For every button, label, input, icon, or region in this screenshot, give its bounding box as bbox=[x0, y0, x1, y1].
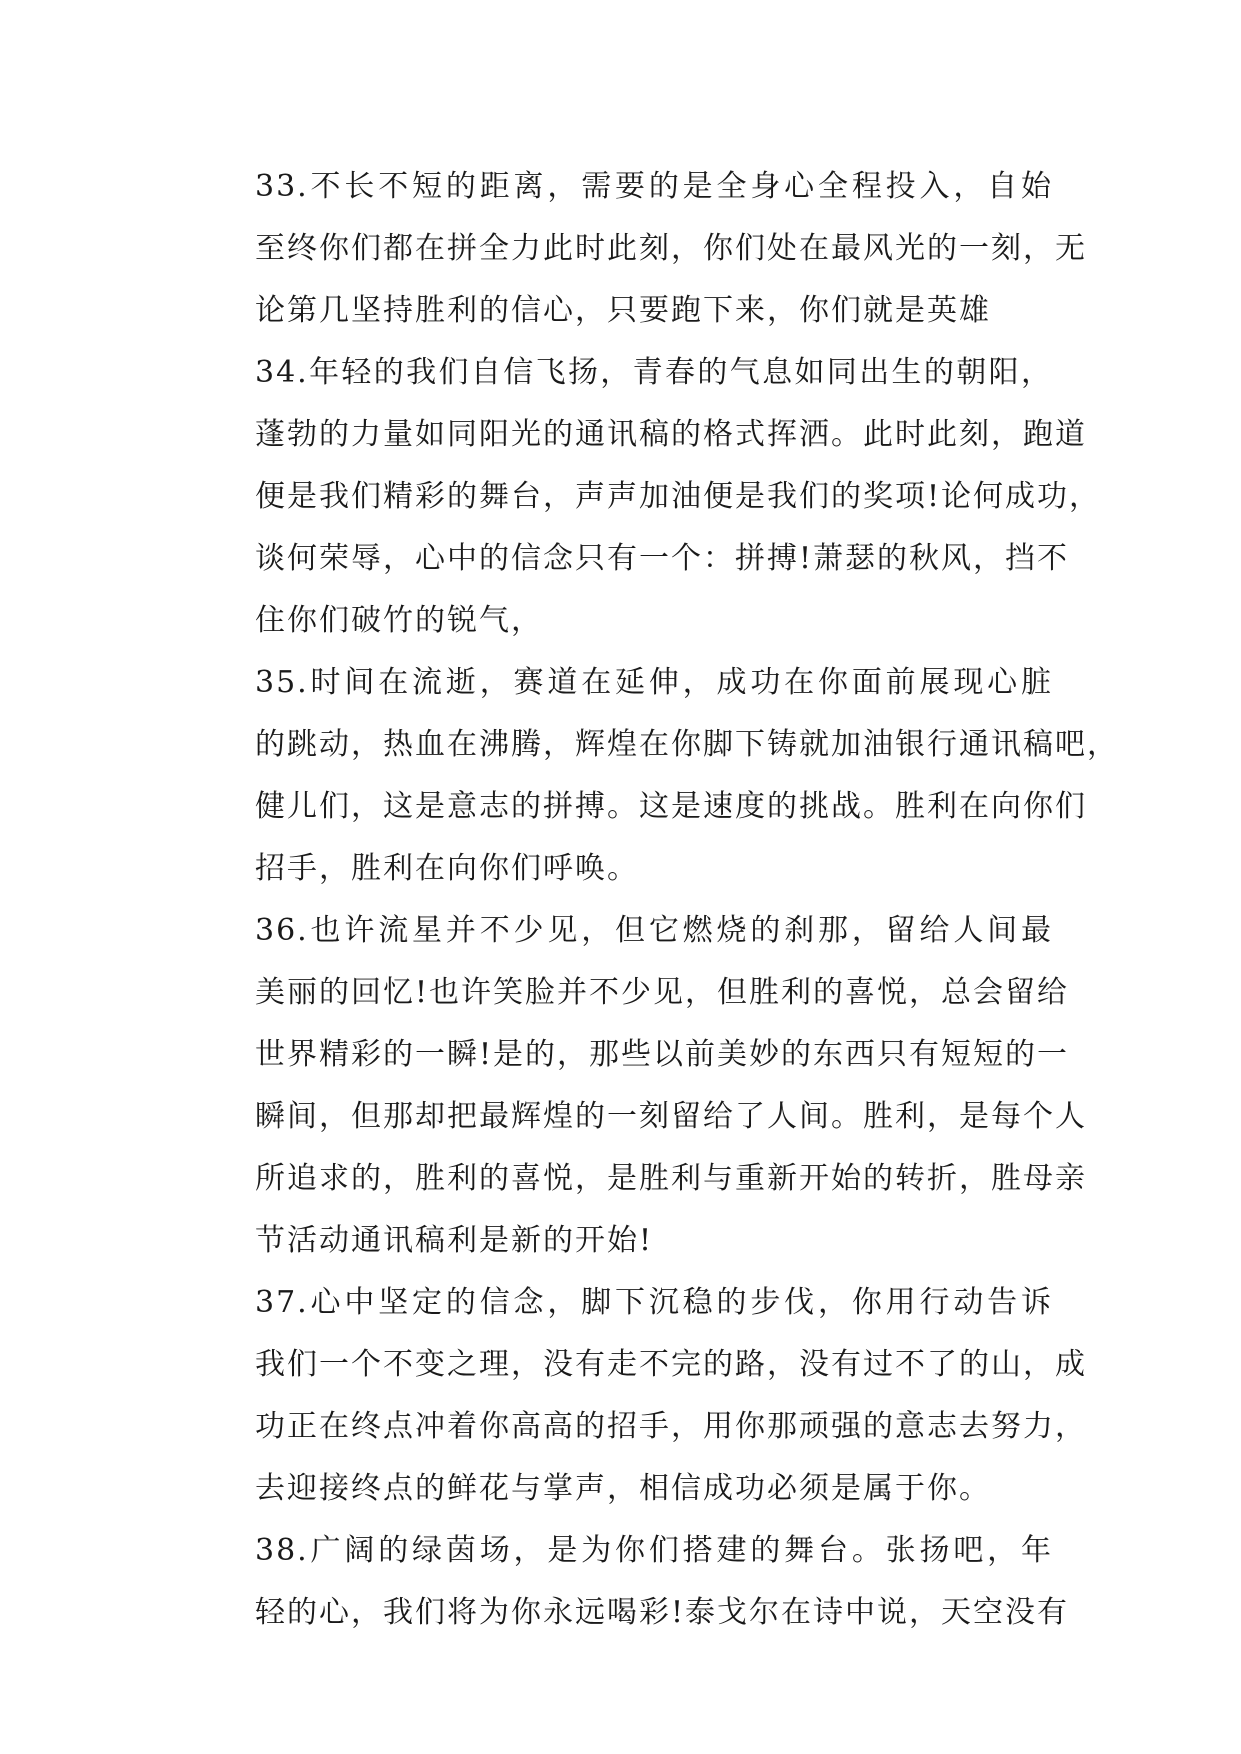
text-line: 招手，胜利在向你们呼唤。 bbox=[255, 851, 639, 886]
text-line: 蓬勃的力量如同阳光的通讯稿的格式挥洒。此时此刻，跑道 bbox=[255, 417, 1087, 452]
text-line: 34.年轻的我们自信飞扬，青春的气息如同出生的朝阳， bbox=[255, 355, 1053, 390]
paragraph-37 bbox=[193, 1272, 1087, 1520]
text-line: 36.也许流星并不少见，但它燃烧的刹那，留给人间最 bbox=[255, 913, 1053, 948]
text-line: 我们一个不变之理，没有走不完的路，没有过不了的山，成 bbox=[255, 1347, 1087, 1382]
document-body bbox=[193, 156, 1119, 1644]
paragraph-38 bbox=[193, 1520, 1070, 1644]
text-line: 住你们破竹的锐气， bbox=[255, 603, 543, 638]
text-line: 33.不长不短的距离，需要的是全身心全程投入，自始 bbox=[255, 169, 1053, 204]
text-line: 去迎接终点的鲜花与掌声，相信成功必须是属于你。 bbox=[255, 1471, 991, 1506]
text-line: 38.广阔的绿茵场，是为你们搭建的舞台。张扬吧，年 bbox=[255, 1533, 1053, 1568]
text-line: 便是我们精彩的舞台，声声加油便是我们的奖项!论何成功， bbox=[255, 479, 1102, 514]
paragraph-33 bbox=[193, 156, 1087, 342]
text-line: 世界精彩的一瞬!是的，那些以前美妙的东西只有短短的一 bbox=[255, 1037, 1070, 1072]
text-line: 瞬间，但那却把最辉煌的一刻留给了人间。胜利，是每个人 bbox=[255, 1099, 1087, 1134]
text-line: 谈何荣辱，心中的信念只有一个：拼搏!萧瑟的秋风，挡不 bbox=[255, 541, 1070, 576]
text-line: 轻的心，我们将为你永远喝彩!泰戈尔在诗中说，天空没有 bbox=[255, 1595, 1070, 1630]
text-line: 健儿们，这是意志的拼搏。这是速度的挑战。胜利在向你们 bbox=[255, 789, 1087, 824]
paragraph-34 bbox=[193, 342, 1102, 652]
text-line: 所追求的，胜利的喜悦，是胜利与重新开始的转折，胜母亲 bbox=[255, 1161, 1087, 1196]
paragraph-36 bbox=[193, 900, 1087, 1272]
text-line: 37.心中坚定的信念，脚下沉稳的步伐，你用行动告诉 bbox=[255, 1285, 1053, 1320]
text-line: 节活动通讯稿利是新的开始! bbox=[255, 1223, 654, 1258]
text-line: 功正在终点冲着你高高的招手，用你那顽强的意志去努力， bbox=[255, 1409, 1087, 1444]
text-line: 论第几坚持胜利的信心，只要跑下来，你们就是英雄 bbox=[255, 293, 991, 328]
text-line: 35.时间在流逝，赛道在延伸，成功在你面前展现心脏 bbox=[255, 665, 1053, 700]
text-line: 的跳动，热血在沸腾，辉煌在你脚下铸就加油银行通讯稿吧， bbox=[255, 727, 1119, 762]
text-line: 至终你们都在拼全力此时此刻，你们处在最风光的一刻，无 bbox=[255, 231, 1087, 266]
text-line: 美丽的回忆!也许笑脸并不少见，但胜利的喜悦，总会留给 bbox=[255, 975, 1070, 1010]
paragraph-35 bbox=[193, 652, 1119, 900]
